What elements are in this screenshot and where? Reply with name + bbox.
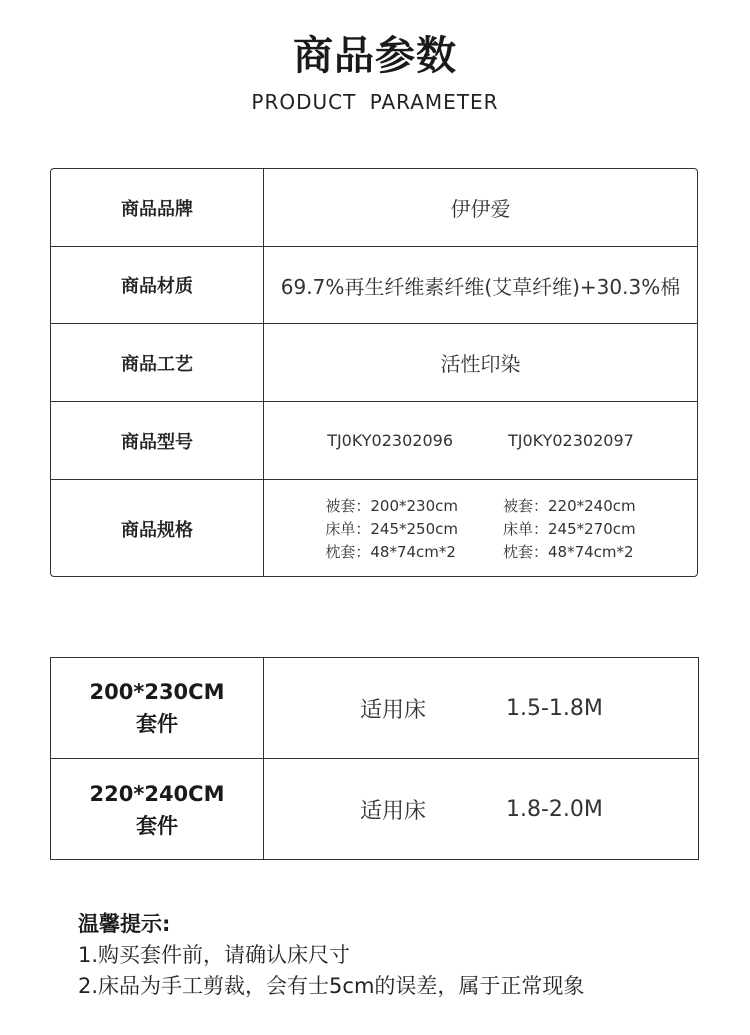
bed-label: 适用床: [360, 799, 427, 824]
brand-row: [51, 169, 697, 247]
spec-line: 床单：245*270cm: [503, 519, 636, 538]
spec-column: [325, 495, 458, 564]
model-label: 商品型号: [51, 402, 264, 479]
size-row: [51, 658, 698, 759]
tips-line: 1.购买套件前，请确认床尺寸: [78, 943, 351, 967]
product-parameter-table: [50, 168, 698, 577]
page-subtitle: PRODUCT PARAMETER: [251, 90, 499, 114]
brand-value: 伊伊爱: [450, 197, 511, 221]
bed-label: 适用床: [360, 697, 427, 723]
bed-size: 1.5-1.8M: [506, 695, 603, 721]
spec-line: 被套：220*240cm: [503, 496, 636, 515]
material-label: 商品材质: [51, 247, 264, 323]
spec-line: 枕套：48*74cm*2: [325, 542, 456, 561]
spec-column: [503, 495, 636, 564]
size-unit: 套件: [136, 712, 178, 736]
model-row: [51, 402, 697, 480]
spec-label: 商品规格: [51, 480, 264, 577]
spec-row: [51, 480, 697, 577]
size-table: [50, 657, 699, 860]
model-number: TJ0KY02302096: [327, 431, 453, 450]
size-bed-info: [264, 759, 698, 860]
size-dimension: 200*230CM: [89, 680, 225, 704]
tips-line: 2.床品为手工剪裁，会有士5cm的误差，属于正常现象: [78, 974, 585, 998]
tips-title: 温馨提示:: [78, 912, 171, 936]
size-row: [51, 759, 698, 860]
spec-line: 枕套：48*74cm*2: [503, 542, 634, 561]
model-number: TJ0KY02302097: [508, 431, 634, 450]
bed-size: 1.8-2.0M: [506, 797, 603, 822]
tips-section: [78, 908, 718, 1002]
page-title: 商品参数: [293, 33, 457, 79]
craft-value: 活性印染: [440, 352, 521, 376]
size-unit: 套件: [136, 813, 178, 838]
brand-label: 商品品牌: [51, 169, 264, 246]
spec-line: 床单：245*250cm: [325, 519, 458, 538]
size-label: [51, 658, 264, 758]
model-value: [264, 402, 697, 479]
size-label: [51, 759, 264, 860]
craft-label: 商品工艺: [51, 324, 264, 401]
spec-value: [264, 480, 697, 577]
material-value: 69.7%再生纤维素纤维(艾草纤维)+30.3%棉: [280, 274, 681, 299]
size-dimension: 220*240CM: [89, 781, 225, 806]
material-row: [51, 247, 697, 324]
size-bed-info: [264, 658, 698, 758]
craft-row: [51, 324, 697, 402]
spec-line: 被套：200*230cm: [325, 496, 458, 515]
